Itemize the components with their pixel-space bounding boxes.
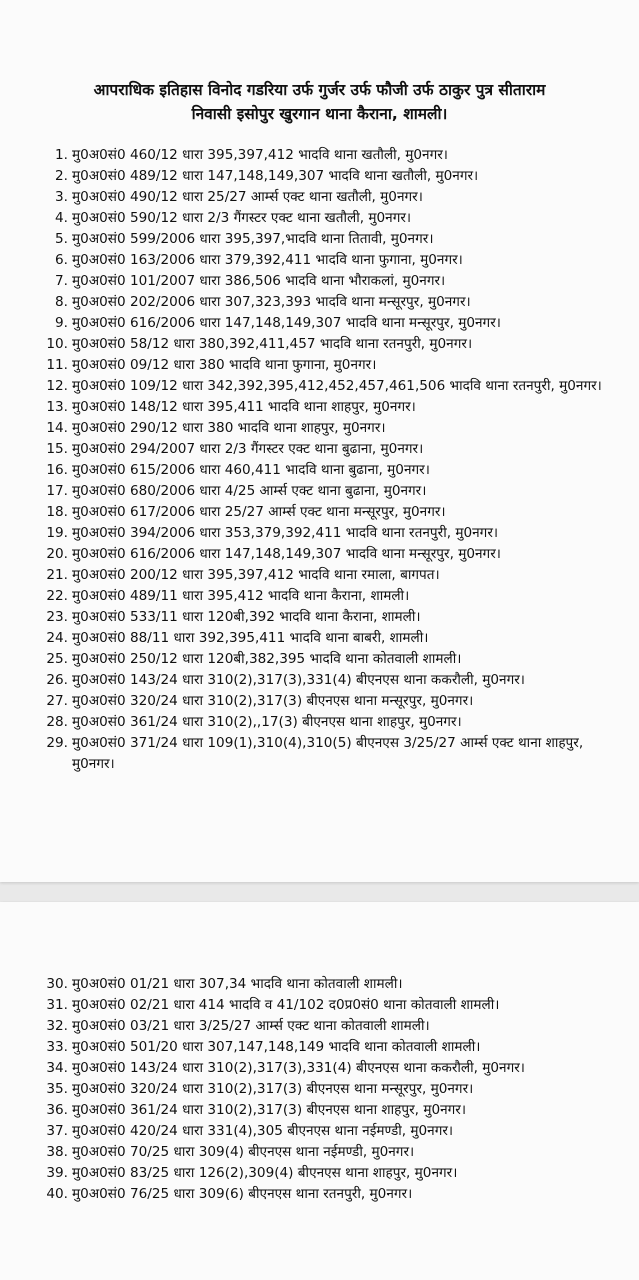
case-list-item: [46, 691, 617, 712]
case-description: मु0अ0सं0 202/2006 धारा 307,323,393 भादवि थाना मन्सूरपुर, मु0नगर।: [72, 294, 471, 310]
case-description: मु0अ0सं0 460/12 धारा 395,397,412 भादवि थाना खतौली, मु0नगर।: [72, 147, 448, 163]
case-number: 36.: [46, 1102, 68, 1118]
case-description: मु0अ0सं0 371/24 धारा 109(1),310(4),310(5) बीएनएस 3/25/27 आर्म्स एक्ट थाना शाहपुर, मु0नगर।: [72, 735, 584, 772]
case-list-item: [46, 1016, 617, 1037]
case-list-item: [46, 712, 617, 733]
case-list-item: [46, 1058, 617, 1079]
case-list-item: [46, 607, 617, 628]
case-description: मु0अ0सं0 250/12 धारा 120बी,382,395 भादवि थाना कोतवाली शामली।: [72, 651, 462, 667]
case-description: मु0अ0सं0 83/25 धारा 126(2),309(4) बीएनएस थाना शाहपुर, मु0नगर।: [72, 1165, 458, 1181]
case-description: मु0अ0सं0 490/12 धारा 25/27 आर्म्स एक्ट थाना खतौली, मु0नगर।: [72, 189, 423, 205]
case-number: 1.: [55, 147, 68, 163]
case-description: मु0अ0सं0 489/11 धारा 395,412 भादवि थाना कैराना, शामली।: [72, 588, 410, 604]
case-number: 32.: [46, 1018, 68, 1034]
case-description: मु0अ0सं0 143/24 धारा 310(2),317(3),331(4) बीएनएस थाना ककरौली, मु0नगर।: [72, 1060, 525, 1076]
case-number: 27.: [46, 693, 68, 709]
case-number: 26.: [46, 672, 68, 688]
case-number: 37.: [46, 1123, 68, 1139]
case-number: 21.: [46, 567, 68, 583]
case-list-item: [46, 995, 617, 1016]
case-number: 33.: [46, 1039, 68, 1055]
case-number: 8.: [55, 294, 68, 310]
case-number: 3.: [55, 189, 68, 205]
case-list-item: [46, 670, 617, 691]
case-number: 18.: [46, 504, 68, 520]
case-description: मु0अ0सं0 290/12 धारा 380 भादवि थाना शाहपुर, मु0नगर।: [72, 420, 386, 436]
case-description: मु0अ0सं0 294/2007 धारा 2/3 गैंगस्टर एक्ट थाना बुढाना, मु0नगर।: [72, 441, 424, 457]
case-number: 12.: [46, 378, 68, 394]
case-number: 38.: [46, 1144, 68, 1160]
case-number: 24.: [46, 630, 68, 646]
case-number: 4.: [55, 210, 68, 226]
case-list-item: [46, 439, 617, 460]
case-number: 7.: [55, 273, 68, 289]
case-list-item: [46, 1100, 617, 1121]
case-list-item: [46, 145, 617, 166]
case-list-item: [46, 1184, 617, 1205]
case-description: मु0अ0सं0 361/24 धारा 310(2),317(3) बीएनएस थाना शाहपुर, मु0नगर।: [72, 1102, 467, 1118]
case-description: मु0अ0सं0 109/12 धारा 342,392,395,412,452,457,461,506 भादवि थाना रतनपुरी, मु0नगर।: [72, 378, 602, 394]
case-list-item: [46, 1121, 617, 1142]
case-number: 30.: [46, 976, 68, 992]
case-list-item: [46, 208, 617, 229]
case-list-item: [46, 481, 617, 502]
case-list-item: [46, 649, 617, 670]
case-list-item: [46, 628, 617, 649]
case-description: मु0अ0सं0 616/2006 धारा 147,148,149,307 भादवि थाना मन्सूरपुर, मु0नगर।: [72, 315, 501, 331]
case-description: मु0अ0सं0 616/2006 धारा 147,148,149,307 भादवि थाना मन्सूरपुर, मु0नगर।: [72, 546, 501, 562]
case-number: 22.: [46, 588, 68, 604]
case-description: मु0अ0सं0 76/25 धारा 309(6) बीएनएस थाना रतनपुरी, मु0नगर।: [72, 1186, 413, 1202]
case-list-item: [46, 565, 617, 586]
case-description: मु0अ0सं0 680/2006 धारा 4/25 आर्म्स एक्ट थाना बुढाना, मु0नगर।: [72, 483, 427, 499]
case-list-item: [46, 334, 617, 355]
case-description: मु0अ0सं0 420/24 धारा 331(4),305 बीएनएस थाना नईमण्डी, मु0नगर।: [72, 1123, 454, 1139]
case-description: मु0अ0सं0 09/12 धारा 380 भादवि थाना फुगाना, मु0नगर।: [72, 357, 377, 373]
case-list-item: [46, 313, 617, 334]
case-description: मु0अ0सं0 143/24 धारा 310(2),317(3),331(4) बीएनएस थाना ककरौली, मु0नगर।: [72, 672, 525, 688]
case-description: मु0अ0सं0 533/11 धारा 120बी,392 भादवि थाना कैराना, शामली।: [72, 609, 421, 625]
case-list-page-1: [46, 145, 617, 775]
case-number: 39.: [46, 1165, 68, 1181]
case-number: 29.: [46, 735, 68, 751]
case-list-item: [46, 1142, 617, 1163]
case-description: मु0अ0सं0 617/2006 धारा 25/27 आर्म्स एक्ट थाना मन्सूरपुर, मु0नगर।: [72, 504, 446, 520]
case-number: 40.: [46, 1186, 68, 1202]
case-description: मु0अ0सं0 501/20 धारा 307,147,148,149 भादवि थाना कोतवाली शामली।: [72, 1039, 481, 1055]
document-title: [20, 78, 619, 126]
case-number: 16.: [46, 462, 68, 478]
case-description: मु0अ0सं0 148/12 धारा 395,411 भादवि थाना शाहपुर, मु0नगर।: [72, 399, 416, 415]
case-list-item: [46, 229, 617, 250]
case-list-item: [46, 292, 617, 313]
case-number: 34.: [46, 1060, 68, 1076]
case-description: मु0अ0सं0 320/24 धारा 310(2),317(3) बीएनएस थाना मन्सूरपुर, मु0नगर।: [72, 1081, 474, 1097]
case-list-item: [46, 1037, 617, 1058]
case-description: मु0अ0सं0 599/2006 धारा 395,397,भादवि थाना तितावी, मु0नगर।: [72, 231, 434, 247]
case-number: 15.: [46, 441, 68, 457]
case-list-item: [46, 166, 617, 187]
case-description: मु0अ0सं0 58/12 धारा 380,392,411,457 भादवि थाना रतनपुरी, मु0नगर।: [72, 336, 473, 352]
case-description: मु0अ0सं0 03/21 धारा 3/25/27 आर्म्स एक्ट थाना कोतवाली शामली।: [72, 1018, 430, 1034]
case-number: 35.: [46, 1081, 68, 1097]
case-number: 17.: [46, 483, 68, 499]
case-description: मु0अ0सं0 394/2006 धारा 353,379,392,411 भादवि थाना रतनपुरी, मु0नगर।: [72, 525, 499, 541]
case-description: मु0अ0सं0 200/12 धारा 395,397,412 भादवि थाना रमाला, बागपत।: [72, 567, 440, 583]
case-number: 23.: [46, 609, 68, 625]
case-description: मु0अ0सं0 163/2006 धारा 379,392,411 भादवि थाना फुगाना, मु0नगर।: [72, 252, 463, 268]
case-description: मु0अ0सं0 88/11 धारा 392,395,411 भादवि थाना बाबरी, शामली।: [72, 630, 429, 646]
case-list-item: [46, 187, 617, 208]
case-description: मु0अ0सं0 615/2006 धारा 460,411 भादवि थाना बुढाना, मु0नगर।: [72, 462, 430, 478]
title-line-2: निवासी इसोपुर खुरगान थाना कैराना, शामली।: [191, 105, 448, 123]
case-description: मु0अ0सं0 02/21 धारा 414 भादवि व 41/102 द0प्र0सं0 थाना कोतवाली शामली।: [72, 997, 500, 1013]
case-number: 19.: [46, 525, 68, 541]
case-number: 14.: [46, 420, 68, 436]
case-number: 2.: [55, 168, 68, 184]
document-page-2: [0, 902, 639, 1280]
case-list-item: [46, 250, 617, 271]
case-description: मु0अ0सं0 590/12 धारा 2/3 गैंगस्टर एक्ट थाना खतौली, मु0नगर।: [72, 210, 412, 226]
case-description: मु0अ0सं0 489/12 धारा 147,148,149,307 भादवि थाना खतौली, मु0नगर।: [72, 168, 479, 184]
case-description: मु0अ0सं0 361/24 धारा 310(2),,17(3) बीएनएस थाना शाहपुर, मु0नगर।: [72, 714, 462, 730]
case-list-item: [46, 733, 617, 775]
case-number: 6.: [55, 252, 68, 268]
case-list-item: [46, 460, 617, 481]
case-list-item: [46, 523, 617, 544]
case-list-item: [46, 1163, 617, 1184]
case-list-item: [46, 271, 617, 292]
case-list-item: [46, 355, 617, 376]
case-list-item: [46, 544, 617, 565]
case-list-item: [46, 1079, 617, 1100]
case-number: 5.: [55, 231, 68, 247]
case-list-item: [46, 397, 617, 418]
case-description: मु0अ0सं0 320/24 धारा 310(2),317(3) बीएनएस थाना मन्सूरपुर, मु0नगर।: [72, 693, 474, 709]
case-list-item: [46, 586, 617, 607]
case-number: 11.: [46, 357, 68, 373]
case-number: 13.: [46, 399, 68, 415]
case-description: मु0अ0सं0 101/2007 धारा 386,506 भादवि थाना भौराकलां, मु0नगर।: [72, 273, 446, 289]
title-line-1: आपराधिक इतिहास विनोद गडरिया उर्फ गुर्जर उर्फ फौजी उर्फ ठाकुर पुत्र सीताराम: [93, 81, 546, 99]
case-list-item: [46, 418, 617, 439]
case-number: 25.: [46, 651, 68, 667]
case-number: 31.: [46, 997, 68, 1013]
case-number: 9.: [55, 315, 68, 331]
case-list-item: [46, 974, 617, 995]
case-description: मु0अ0सं0 70/25 धारा 309(4) बीएनएस थाना नईमण्डी, मु0नगर।: [72, 1144, 415, 1160]
case-list-page-2: [46, 974, 617, 1205]
case-number: 10.: [46, 336, 68, 352]
case-number: 28.: [46, 714, 68, 730]
case-number: 20.: [46, 546, 68, 562]
case-list-item: [46, 376, 617, 397]
case-list-item: [46, 502, 617, 523]
case-description: मु0अ0सं0 01/21 धारा 307,34 भादवि थाना कोतवाली शामली।: [72, 976, 403, 992]
